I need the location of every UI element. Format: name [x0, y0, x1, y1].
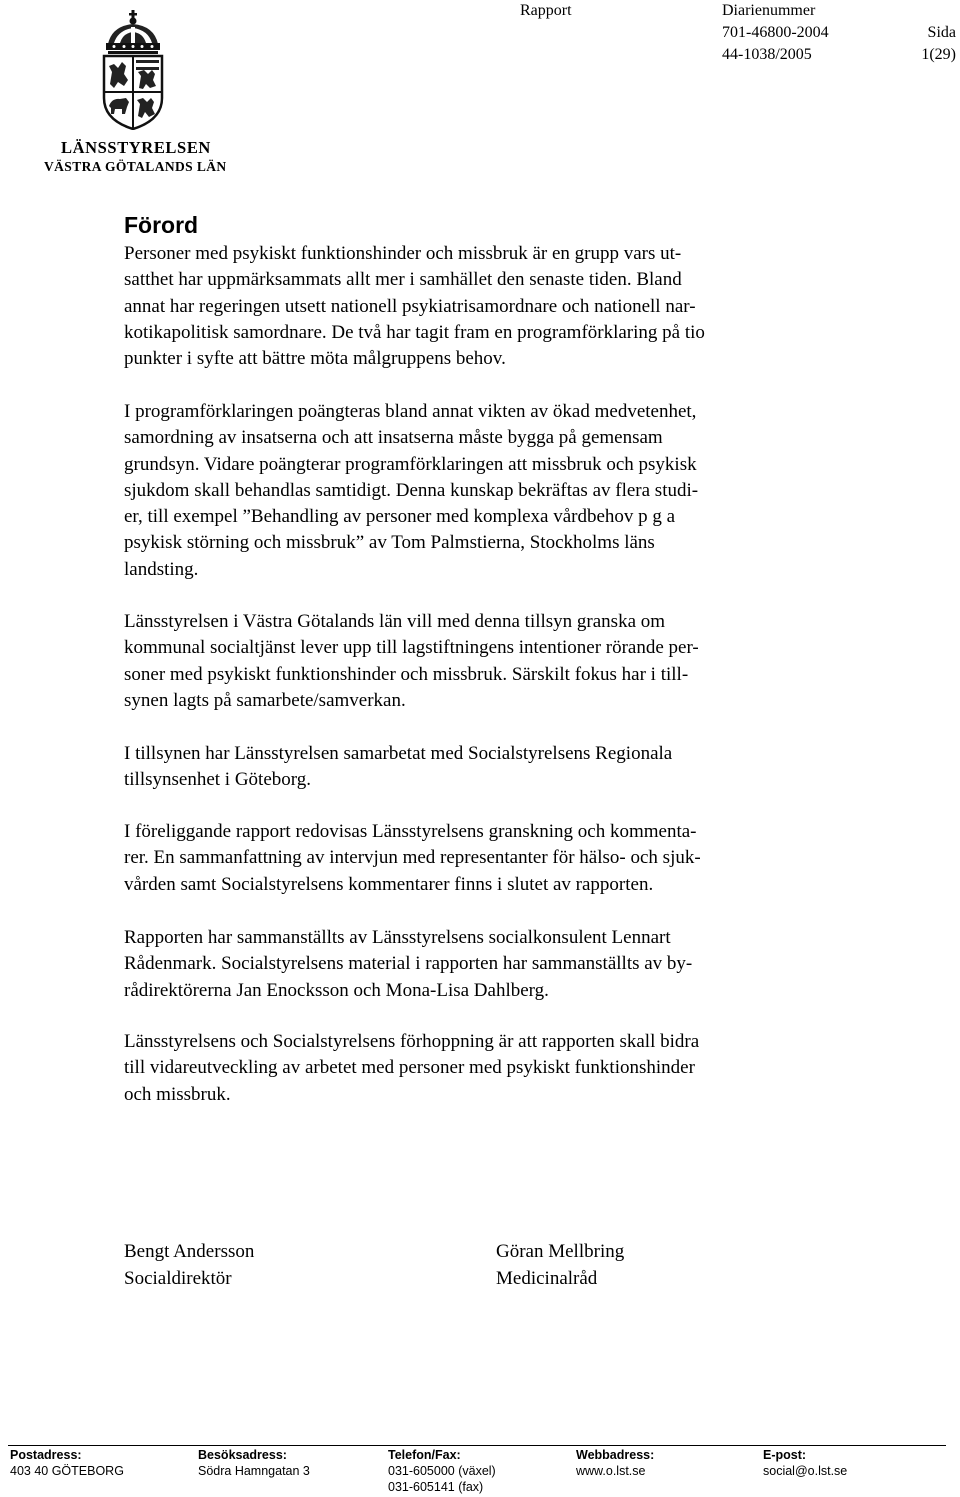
paragraph-line: Länsstyrelsen i Västra Götalands län vill med denna tillsyn granska om	[124, 611, 666, 632]
paragraph-line: I programförklaringen poängteras bland annat vikten av ökad medvetenhet,	[124, 401, 697, 422]
signatory-name: Bengt Andersson	[124, 1241, 255, 1262]
paragraph-line: annat har regeringen utsett nationell psykiatrisamordnare och nationell nar-	[124, 295, 696, 317]
paragraph-line: till vidareutveckling av arbetet med personer med psykiskt funktionshinder	[124, 1057, 695, 1079]
diarie-number: 701-46800-2004	[722, 24, 829, 41]
paragraph-line: rådirektörerna Jan Enocksson och Mona-Lisa Dahlberg.	[124, 979, 549, 1001]
paragraph-line: vården samt Socialstyrelsens kommentarer finns i slutet av rapporten.	[124, 873, 654, 895]
footer-value: 031-605000 (växel)	[388, 1464, 496, 1478]
footer-value: social@o.lst.se	[763, 1464, 848, 1478]
paragraph-line: Länsstyrelsens och Socialstyrelsens förhoppning är att rapporten skall bidra	[124, 1031, 700, 1052]
paragraph-line: punkter i syfte att bättre möta målgruppens behov.	[124, 348, 506, 370]
county-board-logo	[44, 10, 227, 180]
footer-divider	[8, 1445, 946, 1446]
footer-label: Webbadress:	[576, 1448, 655, 1462]
footer-value: 403 40 GÖTEBORG	[10, 1464, 124, 1478]
paragraph	[124, 819, 844, 898]
signature-block	[496, 1239, 624, 1292]
paragraph-line: tillsynsenhet i Göteborg.	[124, 769, 311, 791]
document-type: Rapport	[520, 2, 572, 19]
paragraph	[124, 925, 844, 1004]
diarie-number: 44-1038/2005	[722, 46, 812, 63]
footer-postal-address	[10, 1447, 124, 1479]
paragraph-line: Personer med psykiskt funktionshinder och missbruk är en grupp vars ut-	[124, 243, 682, 264]
paragraph	[124, 241, 844, 372]
paragraph-line: soner med psykiskt funktionshinder och missbruk. Särskilt fokus har i till-	[124, 663, 689, 685]
organization-name: LÄNSSTYRELSEN	[61, 138, 211, 157]
footer-phone-fax	[388, 1447, 496, 1495]
footer-value: www.o.lst.se	[576, 1464, 646, 1478]
paragraph	[124, 1029, 844, 1108]
paragraph	[124, 609, 844, 714]
footer-label: Postadress:	[10, 1448, 82, 1462]
paragraph-line: grundsyn. Vidare poängterar programförklaringen att missbruk och psykisk	[124, 453, 697, 475]
paragraph-line: rer. En sammanfattning av intervjun med representanter för hälso- och sjuk-	[124, 847, 701, 869]
paragraph-line: sjukdom skall behandlas samtidigt. Denna kunskap bekräftas av flera studi-	[124, 479, 699, 501]
paragraph-line: samordning av insatserna och att insatserna måste bygga på gemensam	[124, 427, 663, 449]
organization-county: VÄSTRA GÖTALANDS LÄN	[44, 159, 227, 174]
paragraph-line: synen lagts på samarbete/samverkan.	[124, 689, 406, 711]
footer-web-address	[576, 1447, 654, 1479]
diarie-label: Diarienummer	[722, 2, 816, 19]
signatory-role: Medicinalråd	[496, 1267, 598, 1289]
page-number: 1(29)	[921, 46, 956, 63]
footer-email	[763, 1447, 847, 1479]
paragraph-line: er, till exempel ”Behandling av personer med komplexa vårdbehov p g a	[124, 506, 676, 528]
page-title: Förord	[124, 212, 199, 238]
paragraph-line: och missbruk.	[124, 1083, 231, 1105]
footer-label: Telefon/Fax:	[388, 1448, 461, 1462]
paragraph-line: Rådenmark. Socialstyrelsens material i rapporten har sammanställts av by-	[124, 953, 693, 975]
paragraph-line: kommunal socialtjänst lever upp till lagstiftningens intentioner rörande per-	[124, 637, 699, 659]
footer-value: 031-605141 (fax)	[388, 1480, 484, 1494]
paragraph-line: kotikapolitisk samordnare. De två har tagit fram en programförklaring på tio	[124, 321, 705, 343]
footer-label: E-post:	[763, 1448, 807, 1462]
paragraph	[124, 741, 844, 794]
footer-label: Besöksadress:	[198, 1448, 287, 1462]
footer-value: Södra Hamngatan 3	[198, 1464, 310, 1478]
paragraph-line: I tillsynen har Länsstyrelsen samarbetat med Socialstyrelsens Regionala	[124, 743, 673, 764]
signature-block	[124, 1239, 254, 1292]
footer-visit-address	[198, 1447, 310, 1479]
paragraph-line: Rapporten har sammanställts av Länsstyrelsens socialkonsulent Lennart	[124, 927, 671, 948]
paragraph	[124, 399, 844, 583]
coat-of-arms-icon	[100, 10, 166, 130]
paragraph-line: I föreliggande rapport redovisas Länsstyrelsens granskning och kommenta-	[124, 821, 697, 842]
paragraph-line: satthet har uppmärksammats allt mer i samhället den senaste tiden. Bland	[124, 269, 682, 291]
paragraph-line: landsting.	[124, 558, 199, 580]
page-label: Sida	[927, 24, 956, 41]
signatory-name: Göran Mellbring	[496, 1241, 625, 1262]
signatory-role: Socialdirektör	[124, 1267, 232, 1289]
paragraph-line: psykisk störning och missbruk” av Tom Palmstierna, Stockholms läns	[124, 532, 655, 554]
